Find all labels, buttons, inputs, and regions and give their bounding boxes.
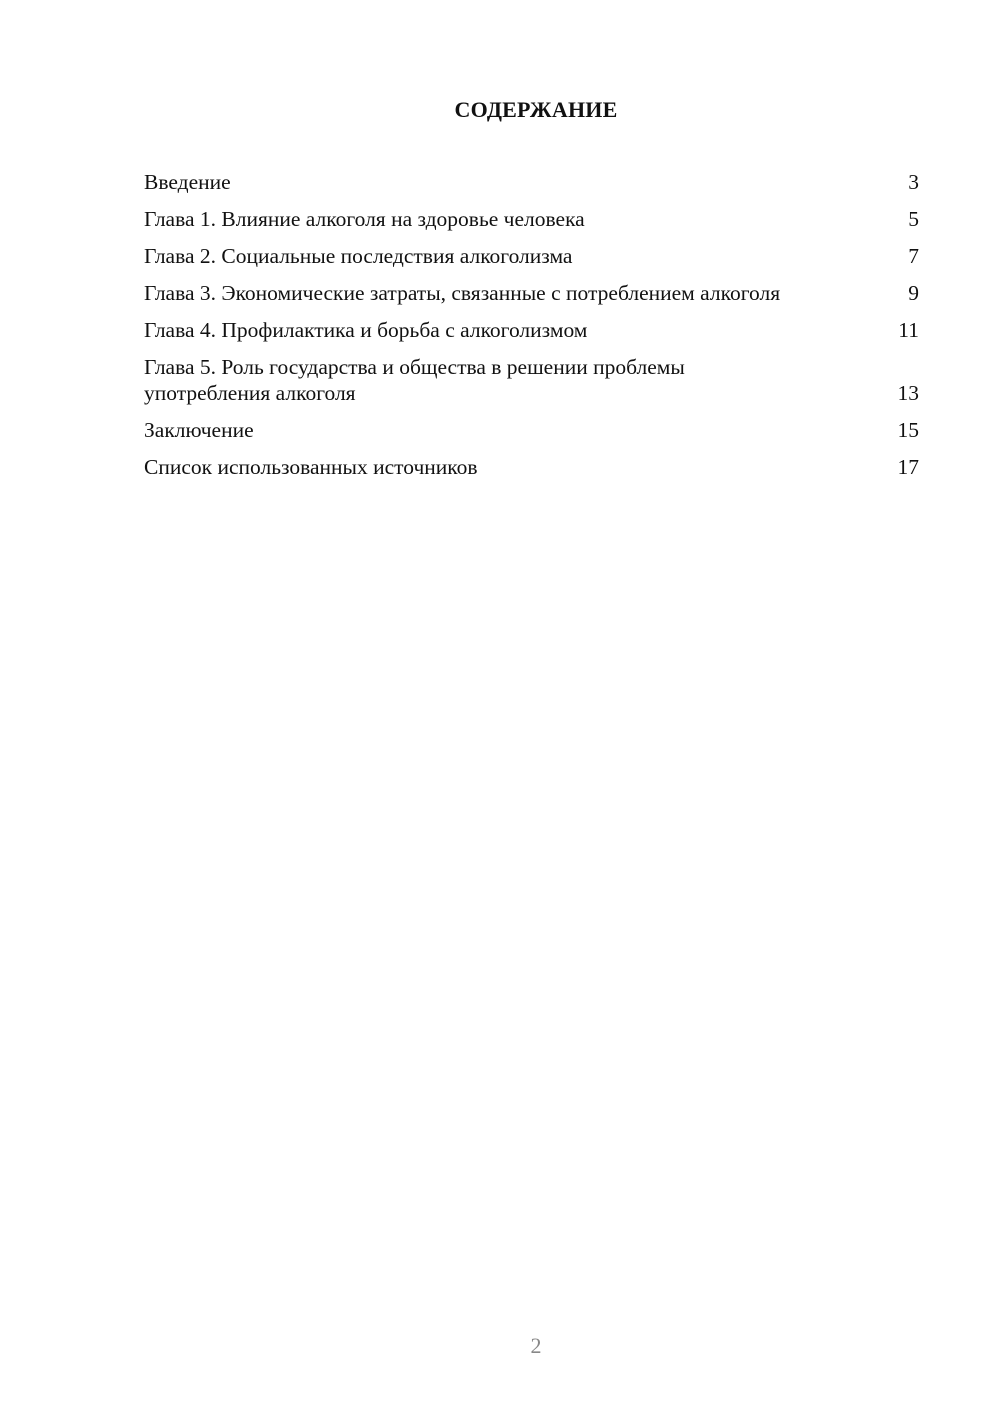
toc-entry-chapter-3	[144, 280, 919, 306]
toc-entry-text: Глава 4. Профилактика и борьба с алкоголизмом	[144, 318, 588, 342]
toc-entry-conclusion	[144, 417, 919, 443]
toc-entry-text: Введение	[144, 170, 231, 194]
toc-entry-page: 13	[897, 381, 919, 405]
toc-entry-text: Глава 3. Экономические затраты, связанные с потреблением алкоголя	[144, 281, 781, 305]
toc-entry-page: 15	[897, 418, 919, 442]
toc-entry-chapter-4	[144, 317, 919, 343]
toc-entry-page: 3	[908, 170, 919, 194]
toc-entry-page: 11	[898, 318, 919, 342]
toc-entry-references	[144, 454, 919, 480]
toc-entry-text: Заключение	[144, 418, 254, 442]
toc-entry-chapter-2	[144, 243, 919, 269]
toc-entry-text: Список использованных источников	[144, 455, 478, 479]
toc-entry-page: 9	[908, 281, 919, 305]
table-of-contents	[144, 169, 919, 491]
toc-entry-page: 17	[897, 455, 919, 479]
toc-entry-chapter-5	[144, 354, 919, 406]
toc-entry-text: Глава 1. Влияние алкоголя на здоровье человека	[144, 207, 585, 231]
toc-entry-text: Глава 5. Роль государства и общества в решении проблемы употребления алкоголя	[144, 355, 685, 405]
page-title: СОДЕРЖАНИЕ	[454, 97, 618, 122]
page-number: 2	[530, 1333, 542, 1358]
toc-entry-introduction	[144, 169, 919, 195]
toc-entry-text: Глава 2. Социальные последствия алкоголизма	[144, 244, 573, 268]
toc-entry-page: 7	[908, 244, 919, 268]
toc-entry-page: 5	[908, 207, 919, 231]
toc-entry-chapter-1	[144, 206, 919, 232]
